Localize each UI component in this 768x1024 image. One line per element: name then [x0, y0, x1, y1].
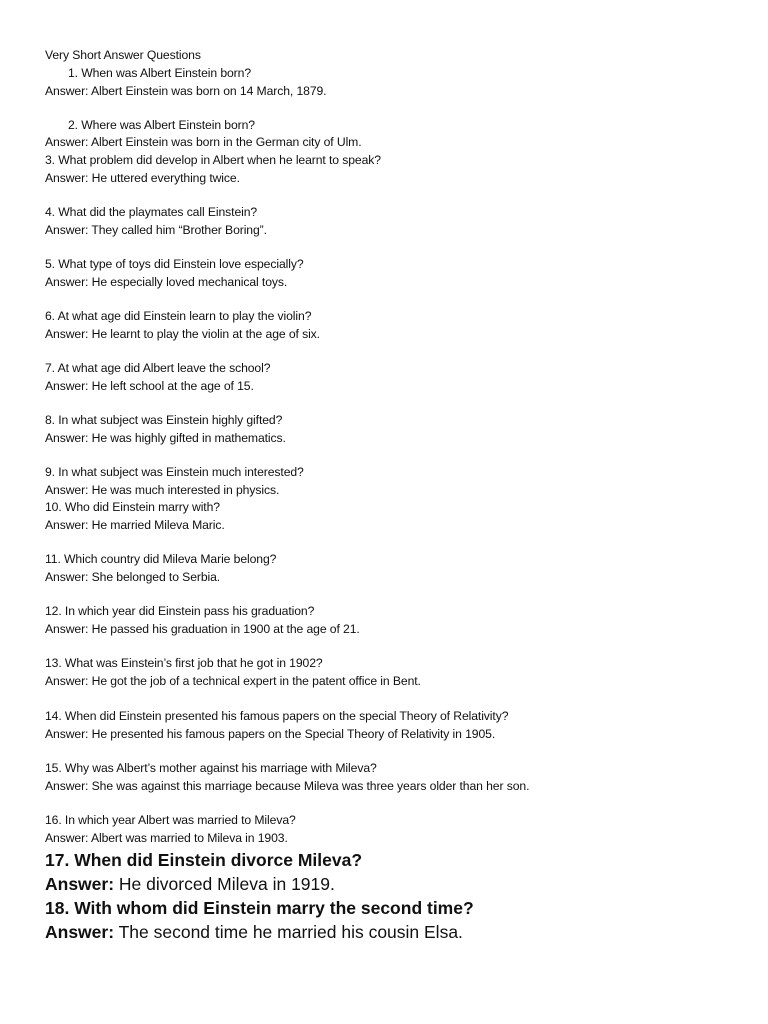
question-7: 7. At what age did Albert leave the school?: [45, 361, 271, 375]
answer-17: [45, 873, 335, 895]
answer-11: Answer: She belonged to Serbia.: [45, 570, 221, 584]
answer-7: Answer: He left school at the age of 15.: [45, 379, 254, 393]
question-12: 12. In which year did Einstein pass his graduation?: [45, 604, 315, 618]
answer-4: Answer: They called him “Brother Boring”.: [45, 223, 267, 237]
answer-12: Answer: He passed his graduation in 1900 at the age of 21.: [45, 622, 360, 636]
question-17: 17. When did Einstein divorce Mileva?: [45, 850, 363, 870]
answer-15: Answer: She was against this marriage because Mileva was three years older than her son.: [45, 779, 530, 793]
question-11: 11. Which country did Mileva Marie belong?: [45, 552, 277, 566]
answer-16: Answer: Albert was married to Mileva in 1903.: [45, 831, 288, 845]
answer-13: Answer: He got the job of a technical expert in the patent office in Bent.: [45, 674, 421, 688]
question-1: 1. When was Albert Einstein born?: [68, 66, 251, 80]
question-15: 15. Why was Albert’s mother against his marriage with Mileva?: [45, 761, 377, 775]
answer-3: Answer: He uttered everything twice.: [45, 171, 240, 185]
question-10: 10. Who did Einstein marry with?: [45, 500, 220, 514]
answer-9: Answer: He was much interested in physics.: [45, 483, 280, 497]
answer-17-text: He divorced Mileva in 1919.: [114, 874, 335, 894]
question-9: 9. In what subject was Einstein much interested?: [45, 465, 304, 479]
question-6: 6. At what age did Einstein learn to play the violin?: [45, 309, 312, 323]
question-18: 18. With whom did Einstein marry the second time?: [45, 898, 474, 918]
answer-14: Answer: He presented his famous papers on the Special Theory of Relativity in 1905.: [45, 727, 496, 741]
answer-18: [45, 921, 463, 943]
question-4: 4. What did the playmates call Einstein?: [45, 205, 258, 219]
question-3: 3. What problem did develop in Albert when he learnt to speak?: [45, 153, 381, 167]
question-2: 2. Where was Albert Einstein born?: [68, 118, 255, 132]
question-16: 16. In which year Albert was married to Mileva?: [45, 813, 296, 827]
answer-8: Answer: He was highly gifted in mathematics.: [45, 431, 286, 445]
answer-2: Answer: Albert Einstein was born in the German city of Ulm.: [45, 135, 362, 149]
question-5: 5. What type of toys did Einstein love especially?: [45, 257, 304, 271]
answer-18-text: The second time he married his cousin Elsa.: [114, 922, 463, 942]
answer-18-label: Answer:: [45, 922, 115, 942]
answer-10: Answer: He married Mileva Maric.: [45, 518, 225, 532]
question-13: 13. What was Einstein’s first job that he got in 1902?: [45, 656, 323, 670]
answer-1: Answer: Albert Einstein was born on 14 March, 1879.: [45, 84, 327, 98]
answer-5: Answer: He especially loved mechanical toys.: [45, 275, 288, 289]
answer-6: Answer: He learnt to play the violin at the age of six.: [45, 327, 320, 341]
answer-17-label: Answer:: [45, 874, 115, 894]
question-14: 14. When did Einstein presented his famous papers on the special Theory of Relativity?: [45, 709, 509, 723]
document-heading: Very Short Answer Questions: [45, 48, 201, 62]
question-8: 8. In what subject was Einstein highly gifted?: [45, 413, 283, 427]
